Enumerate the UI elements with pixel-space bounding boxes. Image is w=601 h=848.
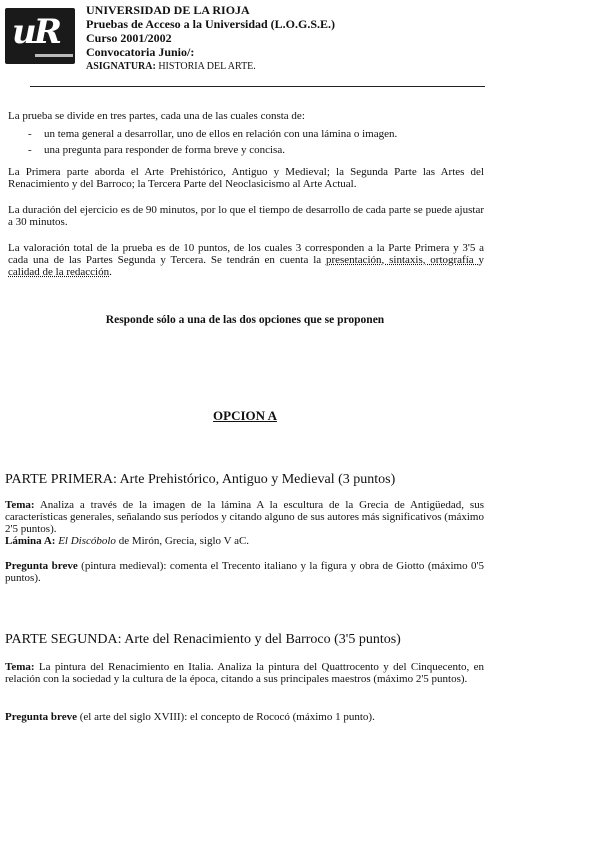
university-name: UNIVERSIDAD DE LA RIOJA (86, 3, 250, 17)
option-title: OPCION A (213, 408, 277, 423)
part2-tema (5, 661, 484, 685)
logo-text: uR (12, 12, 59, 52)
intro-paragraph-1: La prueba se divide en tres partes, cada una de las cuales consta de: (8, 110, 305, 122)
intro-bullet-list (28, 126, 478, 158)
part1-lamina-rest: de Mirón, Grecia, siglo V aC. (115, 535, 250, 547)
university-logo (5, 8, 75, 64)
exam-call: Convocatoria Junio/: (86, 45, 195, 59)
part2-tema-text: La pintura del Renacimiento en Italia. Analiza la pintura del Quattrocento y del Cinquecento, en relación con la sociedad y la cultura de la época, citando a sus principales maestros (máximo 2'5 puntos). (5, 661, 484, 685)
part1-pregunta-label: Pregunta breve (5, 560, 78, 572)
part1-pregunta-text: (pintura medieval): comenta el Trecento italiano y la figura y obra de Giotto (máximo 0'5 puntos). (5, 560, 485, 584)
grading-end: . (109, 266, 112, 278)
grading-text: La valoración total de la prueba es de 10 puntos, de los cuales 3 corresponden a la Parte Primera y 3'5 a cada una de las Partes Segunda y Tercera. Se tendrán en cuenta la (8, 242, 484, 266)
part1-title: PARTE PRIMERA: Arte Prehistórico, Antiguo y Medieval (3 puntos) (5, 472, 396, 487)
subject-line (86, 60, 486, 73)
header-divider (30, 86, 485, 87)
intro-paragraph-3: La duración del ejercicio es de 90 minutos, por lo que el tiempo de desarrollo de cada parte se puede ajustar a 30 minutos. (8, 204, 484, 228)
intro-paragraph-4 (8, 242, 484, 278)
part1-tema-text: Analiza a través de la imagen de la lámina A la escultura de la Grecia de Antigüedad, sus características generales, señalando sus períodos y citando alguno de sus autores más significativos (máximo 2'5 puntos). (5, 499, 484, 535)
list-item: - un tema general a desarrollar, uno de ellos en relación con una lámina o imagen. (28, 126, 478, 142)
part1-lamina-label: Lámina A: (5, 535, 56, 547)
logo-underline (35, 54, 73, 57)
subject-label: ASIGNATURA: (86, 61, 156, 72)
part2-title: PARTE SEGUNDA: Arte del Renacimiento y del Barroco (3'5 puntos) (5, 632, 401, 647)
part2-pregunta-label: Pregunta breve (5, 711, 77, 723)
part2-tema-label: Tema: (5, 661, 35, 673)
subject-value: HISTORIA DEL ARTE. (158, 61, 256, 72)
instruction: Responde sólo a una de las dos opciones que se proponen (105, 314, 385, 326)
part2-pregunta (5, 711, 484, 723)
part1-pregunta (5, 560, 484, 584)
exam-header (86, 3, 486, 73)
part1-tema-label: Tema: (5, 499, 35, 511)
course-year: Curso 2001/2002 (86, 31, 172, 45)
part1-tema (5, 499, 484, 535)
exam-name: Pruebas de Acceso a la Universidad (L.O.G.S.E.) (86, 17, 336, 31)
list-item: - una pregunta para responder de forma breve y concisa. (28, 142, 478, 158)
intro-paragraph-2: La Primera parte aborda el Arte Prehistórico, Antiguo y Medieval; la Segunda Parte las Artes del Renacimiento y del Barroco; la Tercera Parte del Neoclasicismo al Arte Actual. (8, 166, 484, 190)
part2-pregunta-text: (el arte del siglo XVIII): el concepto de Rococó (máximo 1 punto). (77, 711, 375, 723)
part1-lamina (5, 535, 484, 547)
part1-lamina-work: El Discóbolo (58, 535, 116, 547)
grading-criteria: presentación, sintaxis, ortografía y calidad de la redacción (8, 254, 484, 278)
